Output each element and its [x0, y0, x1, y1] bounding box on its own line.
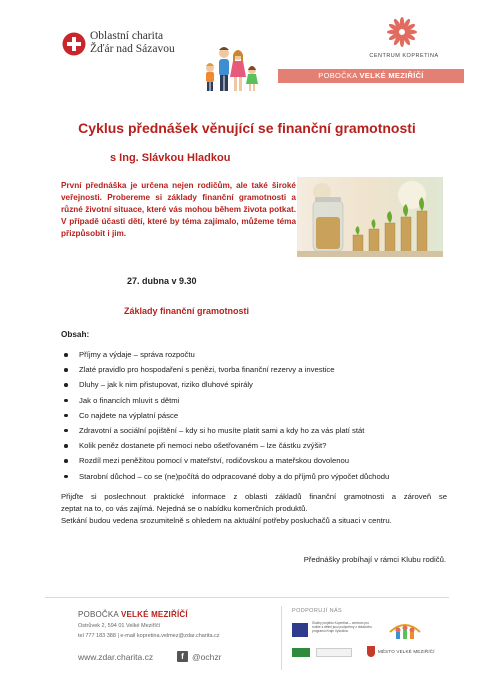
closing-line1: Přijďte si poslechnout praktické informace z oblasti základů finanční gramotnosti a zároveň se [61, 492, 447, 501]
lecture-topic: Základy finanční gramotnosti [124, 306, 250, 316]
list-item: Kolik peněz dostanete při nemoci nebo ošetřovaném – lze částku zvýšit? [61, 440, 461, 455]
supporter-logo-grey [316, 648, 352, 657]
footer-divider [45, 597, 449, 598]
kids-logo [386, 618, 424, 642]
branch-banner [278, 69, 464, 83]
supporter-logo-green [292, 648, 310, 657]
footer-branch-prefix: POBOČKA [78, 610, 119, 619]
closing-paragraph [61, 491, 447, 527]
charita-name-line1: Oblastní charita [90, 30, 164, 42]
charita-logo [62, 30, 192, 62]
list-item: Jak o financích mluvit s dětmi [61, 395, 461, 410]
supporters-label: PODPORUJÍ NÁS [292, 608, 343, 614]
town-name: MĚSTO VELKÉ MEZIŘÍČÍ [378, 649, 435, 654]
list-item: Zdravotní a sociální pojištění – kdy si ho musíte platit sami a kdy ho za vás platí stát [61, 425, 461, 440]
list-item: Příjmy a výdaje – správa rozpočtu [61, 349, 461, 364]
charita-name [90, 30, 175, 56]
club-note: Přednášky probíhají v rámci Klubu rodičů. [303, 555, 446, 564]
closing-line2: zeptat na to, co vás zajímá. Nejedná se o nabídku komerčních produktů. [61, 504, 308, 513]
family-illustration [190, 44, 270, 94]
contents-label: Obsah: [61, 330, 90, 339]
charita-name-line2: Žďár nad Sázavou [90, 43, 175, 55]
branch-name: VELKÉ MEZIŘÍČÍ [359, 71, 424, 80]
footer-vertical-divider [281, 606, 282, 670]
list-item: Starobní důchod – co se (ne)počítá do odpracované doby a do příjmů pro výpočet důchodu [61, 471, 461, 486]
list-item: Dluhy – jak k nim přistupovat, riziko dluhové spirály [61, 379, 461, 394]
kopretina-logo [344, 16, 464, 70]
supporter-logo [292, 623, 308, 637]
contents-list [61, 349, 461, 486]
list-item: Co najdete na výplatní pásce [61, 410, 461, 425]
footer-contact: tel 777 183 388 | e-mail kopretina.velmez@zdar.charita.cz [78, 633, 220, 639]
centre-name: CENTRUM KOPRETINA [369, 53, 439, 59]
facebook-icon[interactable]: f [177, 651, 188, 662]
branch-prefix: POBOČKA [318, 71, 358, 80]
intro-paragraph: První přednáška je určena nejen rodičům, ale také široké veřejnosti. Probereme si základy finanční gramotnosti a různé životní situace, které vás mohou během života potkat. V případě účasti dětí, které by téma zajímalo, můžeme téma přizpůsobit i jim. [61, 181, 296, 238]
page-title: Cyklus přednášek věnující se finanční gramotnosti [78, 120, 416, 136]
charita-cross-icon [62, 32, 86, 56]
event-date: 27. dubna v 9.30 [127, 276, 197, 286]
footer-branch-name: VELKÉ MEZIŘÍČÍ [120, 610, 188, 619]
daisy-icon [386, 16, 418, 48]
lecturer-subtitle: s Ing. Slávkou Hladkou [110, 152, 231, 164]
list-item: Zlaté pravidlo pro hospodaření s penězi, tvorba finanční rezervy a investice [61, 364, 461, 379]
footer-branch [78, 610, 188, 619]
coins-plant-photo [297, 177, 443, 257]
supporter-text: Služby projektu Kopretina – centrum pro rodiče s dětmi jsou podpořeny z dotačního programu Kraje Vysočina. [312, 621, 372, 634]
closing-line3: Setkání budou vedena srozumitelně s ohledem na aktuální potřeby posluchačů a situaci v centru. [61, 516, 392, 525]
footer-facebook-link[interactable]: @ochzr [192, 652, 222, 662]
footer-address: Ostrůvek 2, 594 01 Velké Meziříčí [78, 623, 161, 629]
list-item: Rozdíl mezi peněžitou pomocí v mateřství, rodičovskou a mateřskou dovolenou [61, 455, 461, 470]
town-crest-icon [367, 646, 375, 657]
footer-website-link[interactable]: www.zdar.charita.cz [78, 652, 154, 662]
